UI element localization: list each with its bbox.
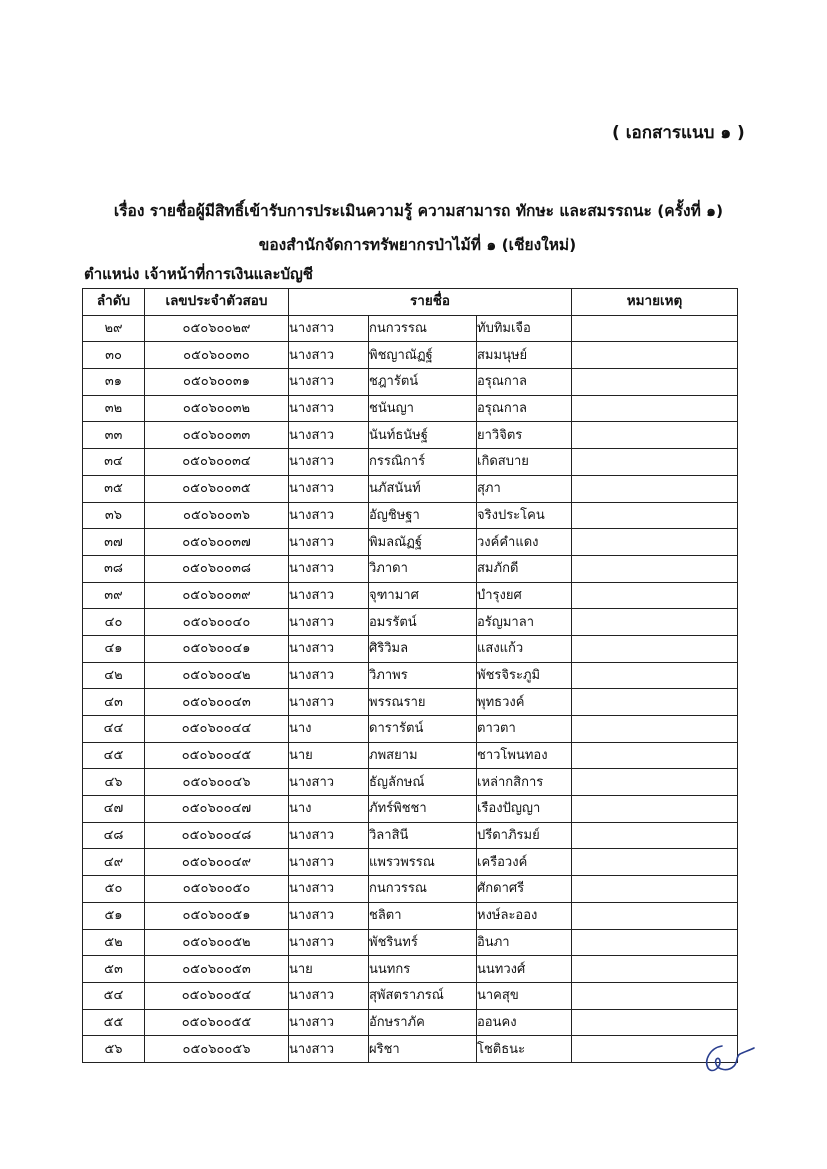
exam-id: ๐๕๐๖๐๐๒๙ (145, 315, 289, 342)
first-name: อมรรัตน์ (369, 609, 477, 636)
row-number: ๕๕ (83, 1009, 145, 1036)
last-name: ตาวตา (477, 716, 572, 743)
exam-id: ๐๕๐๖๐๐๕๑ (145, 902, 289, 929)
name-prefix: นางสาว (289, 502, 369, 529)
exam-id: ๐๕๐๖๐๐๓๙ (145, 582, 289, 609)
first-name: อักษราภัค (369, 1009, 477, 1036)
position-heading: ตำแหน่ง เจ้าหน้าที่การเงินและบัญชี (84, 265, 313, 283)
exam-id: ๐๕๐๖๐๐๔๙ (145, 849, 289, 876)
first-name: นนทกร (369, 956, 477, 983)
document-title: เรื่อง รายชื่อผู้มีสิทธิ์เข้ารับการประเมินความรู้ ความสามารถ ทักษะ และสมรรถนะ (ครั้งที่ ๑) (113, 202, 724, 220)
row-number: ๓๖ (83, 502, 145, 529)
name-prefix: นางสาว (289, 689, 369, 716)
name-prefix: นางสาว (289, 929, 369, 956)
remark (572, 742, 738, 769)
last-name: สมภักดี (477, 555, 572, 582)
row-number: ๓๔ (83, 449, 145, 476)
remark (572, 689, 738, 716)
table-row (83, 982, 738, 1009)
exam-id: ๐๕๐๖๐๐๔๔ (145, 716, 289, 743)
first-name: ชลิตา (369, 902, 477, 929)
last-name: ศักดาศรี (477, 876, 572, 903)
remark (572, 582, 738, 609)
row-number: ๕๓ (83, 956, 145, 983)
name-prefix: นางสาว (289, 1036, 369, 1063)
last-name: อินภา (477, 929, 572, 956)
last-name: แสงแก้ว (477, 635, 572, 662)
row-number: ๓๕ (83, 475, 145, 502)
name-prefix: นางสาว (289, 582, 369, 609)
row-number: ๓๗ (83, 529, 145, 556)
exam-id: ๐๕๐๖๐๐๕๖ (145, 1036, 289, 1063)
row-number: ๓๐ (83, 342, 145, 369)
first-name: ภัทร์พิชชา (369, 796, 477, 823)
remark (572, 555, 738, 582)
first-name: วิภาดา (369, 555, 477, 582)
table-row (83, 1009, 738, 1036)
row-number: ๔๖ (83, 769, 145, 796)
remark (572, 662, 738, 689)
table-row (83, 395, 738, 422)
table-row (83, 475, 738, 502)
exam-id: ๐๕๐๖๐๐๓๖ (145, 502, 289, 529)
table-row (83, 902, 738, 929)
remark (572, 475, 738, 502)
table-body (83, 315, 738, 1062)
remark (572, 315, 738, 342)
last-name: อรุณกาล (477, 395, 572, 422)
table-row (83, 876, 738, 903)
name-prefix: นางสาว (289, 369, 369, 396)
last-name: โชติธนะ (477, 1036, 572, 1063)
attachment-label: ( เอกสารแนบ ๑ ) (612, 123, 745, 143)
exam-id: ๐๕๐๖๐๐๓๓ (145, 422, 289, 449)
row-number: ๒๙ (83, 315, 145, 342)
column-header-code: เลขประจำตัวสอบ (145, 289, 289, 316)
remark (572, 342, 738, 369)
last-name: ทับทิมเจือ (477, 315, 572, 342)
first-name: ชนันญา (369, 395, 477, 422)
name-prefix: นางสาว (289, 849, 369, 876)
first-name: พัชรินทร์ (369, 929, 477, 956)
remark (572, 822, 738, 849)
last-name: เหล่ากสิการ (477, 769, 572, 796)
last-name: ชาวโพนทอง (477, 742, 572, 769)
name-prefix: นางสาว (289, 609, 369, 636)
last-name: เครือวงค์ (477, 849, 572, 876)
table-row (83, 529, 738, 556)
last-name: บำรุงยศ (477, 582, 572, 609)
last-name: ออนคง (477, 1009, 572, 1036)
exam-id: ๐๕๐๖๐๐๓๐ (145, 342, 289, 369)
exam-id: ๐๕๐๖๐๐๔๕ (145, 742, 289, 769)
remark (572, 769, 738, 796)
remark (572, 422, 738, 449)
exam-id: ๐๕๐๖๐๐๓๗ (145, 529, 289, 556)
table-row (83, 582, 738, 609)
name-prefix: นางสาว (289, 769, 369, 796)
first-name: ชฎารัตน์ (369, 369, 477, 396)
table-row (83, 689, 738, 716)
name-prefix: นางสาว (289, 315, 369, 342)
last-name: หงษ์ละออง (477, 902, 572, 929)
table-row (83, 662, 738, 689)
exam-id: ๐๕๐๖๐๐๕๕ (145, 1009, 289, 1036)
column-header-remark: หมายเหตุ (572, 289, 738, 316)
exam-id: ๐๕๐๖๐๐๓๑ (145, 369, 289, 396)
row-number: ๔๐ (83, 609, 145, 636)
candidate-table (82, 288, 738, 1063)
table-row (83, 342, 738, 369)
remark (572, 369, 738, 396)
last-name: ปรีดาภิรมย์ (477, 822, 572, 849)
first-name: วิลาสินี (369, 822, 477, 849)
first-name: สุพัสตราภรณ์ (369, 982, 477, 1009)
row-number: ๓๘ (83, 555, 145, 582)
exam-id: ๐๕๐๖๐๐๓๕ (145, 475, 289, 502)
last-name: นาคสุข (477, 982, 572, 1009)
name-prefix: นางสาว (289, 342, 369, 369)
remark (572, 716, 738, 743)
remark (572, 529, 738, 556)
row-number: ๔๒ (83, 662, 145, 689)
signature-initials-icon (700, 1038, 756, 1078)
table-row (83, 449, 738, 476)
last-name: พัชรจิระภูมิ (477, 662, 572, 689)
row-number: ๕๑ (83, 902, 145, 929)
exam-id: ๐๕๐๖๐๐๓๒ (145, 395, 289, 422)
row-number: ๔๕ (83, 742, 145, 769)
remark (572, 609, 738, 636)
exam-id: ๐๕๐๖๐๐๕๔ (145, 982, 289, 1009)
table-row (83, 555, 738, 582)
row-number: ๓๓ (83, 422, 145, 449)
first-name: ธัญลักษณ์ (369, 769, 477, 796)
name-prefix: นางสาว (289, 555, 369, 582)
last-name: อรัญมาลา (477, 609, 572, 636)
table-row (83, 929, 738, 956)
remark (572, 849, 738, 876)
first-name: กนกวรรณ (369, 876, 477, 903)
first-name: วิภาพร (369, 662, 477, 689)
first-name: แพรวพรรณ (369, 849, 477, 876)
last-name: เรืองปัญญา (477, 796, 572, 823)
first-name: อัญชิษฐา (369, 502, 477, 529)
first-name: กนกวรรณ (369, 315, 477, 342)
row-number: ๔๗ (83, 796, 145, 823)
table-header-row (83, 289, 738, 316)
name-prefix: นาย (289, 742, 369, 769)
row-number: ๔๓ (83, 689, 145, 716)
row-number: ๓๒ (83, 395, 145, 422)
row-number: ๕๖ (83, 1036, 145, 1063)
table-row (83, 422, 738, 449)
table-row (83, 796, 738, 823)
first-name: ผริชา (369, 1036, 477, 1063)
table-row (83, 502, 738, 529)
table-row (83, 822, 738, 849)
table-row (83, 315, 738, 342)
remark (572, 395, 738, 422)
first-name: นภัสนันท์ (369, 475, 477, 502)
name-prefix: นางสาว (289, 449, 369, 476)
remark (572, 982, 738, 1009)
name-prefix: นางสาว (289, 822, 369, 849)
row-number: ๓๙ (83, 582, 145, 609)
name-prefix: นางสาว (289, 635, 369, 662)
remark (572, 929, 738, 956)
row-number: ๔๑ (83, 635, 145, 662)
first-name: ศิริวิมล (369, 635, 477, 662)
table-row (83, 716, 738, 743)
first-name: พิชญาณัฏฐ์ (369, 342, 477, 369)
first-name: กรรณิการ์ (369, 449, 477, 476)
last-name: วงค์คำแดง (477, 529, 572, 556)
exam-id: ๐๕๐๖๐๐๔๓ (145, 689, 289, 716)
remark (572, 956, 738, 983)
table-row (83, 609, 738, 636)
exam-id: ๐๕๐๖๐๐๔๑ (145, 635, 289, 662)
name-prefix: นาย (289, 956, 369, 983)
remark (572, 502, 738, 529)
row-number: ๕๐ (83, 876, 145, 903)
table-row (83, 1036, 738, 1063)
table-row (83, 849, 738, 876)
table-row (83, 956, 738, 983)
name-prefix: นางสาว (289, 876, 369, 903)
exam-id: ๐๕๐๖๐๐๔๗ (145, 796, 289, 823)
row-number: ๕๒ (83, 929, 145, 956)
remark (572, 902, 738, 929)
document-subtitle: ของสำนักจัดการทรัพยากรป่าไม้ที่ ๑ (เชียงใหม่) (258, 236, 577, 254)
row-number: ๕๔ (83, 982, 145, 1009)
name-prefix: นางสาว (289, 475, 369, 502)
last-name: สมมนุษย์ (477, 342, 572, 369)
exam-id: ๐๕๐๖๐๐๓๘ (145, 555, 289, 582)
exam-id: ๐๕๐๖๐๐๓๔ (145, 449, 289, 476)
name-prefix: นางสาว (289, 662, 369, 689)
first-name: นันท์ธนัษฐ์ (369, 422, 477, 449)
column-header-no: ลำดับ (83, 289, 145, 316)
exam-id: ๐๕๐๖๐๐๔๒ (145, 662, 289, 689)
name-prefix: นางสาว (289, 395, 369, 422)
name-prefix: นาง (289, 796, 369, 823)
exam-id: ๐๕๐๖๐๐๕๓ (145, 956, 289, 983)
name-prefix: นางสาว (289, 422, 369, 449)
row-number: ๔๙ (83, 849, 145, 876)
remark (572, 1009, 738, 1036)
last-name: พุทธวงค์ (477, 689, 572, 716)
table-row (83, 742, 738, 769)
remark (572, 635, 738, 662)
last-name: ยาวิจิตร (477, 422, 572, 449)
last-name: เกิดสบาย (477, 449, 572, 476)
row-number: ๔๔ (83, 716, 145, 743)
first-name: ภพสยาม (369, 742, 477, 769)
column-header-name: รายชื่อ (289, 289, 572, 316)
exam-id: ๐๕๐๖๐๐๔๘ (145, 822, 289, 849)
table-row (83, 635, 738, 662)
remark (572, 449, 738, 476)
last-name: นนทวงศ์ (477, 956, 572, 983)
last-name: อรุณกาล (477, 369, 572, 396)
table-row (83, 369, 738, 396)
table-row (83, 769, 738, 796)
first-name: ดารารัตน์ (369, 716, 477, 743)
remark (572, 876, 738, 903)
exam-id: ๐๕๐๖๐๐๕๐ (145, 876, 289, 903)
exam-id: ๐๕๐๖๐๐๕๒ (145, 929, 289, 956)
exam-id: ๐๕๐๖๐๐๔๖ (145, 769, 289, 796)
name-prefix: นางสาว (289, 982, 369, 1009)
first-name: พิมลณัฏฐ์ (369, 529, 477, 556)
name-prefix: นางสาว (289, 902, 369, 929)
name-prefix: นางสาว (289, 1009, 369, 1036)
remark (572, 796, 738, 823)
last-name: สุภา (477, 475, 572, 502)
row-number: ๓๑ (83, 369, 145, 396)
name-prefix: นางสาว (289, 529, 369, 556)
exam-id: ๐๕๐๖๐๐๔๐ (145, 609, 289, 636)
last-name: จริงประโคน (477, 502, 572, 529)
first-name: จุฑามาศ (369, 582, 477, 609)
row-number: ๔๘ (83, 822, 145, 849)
first-name: พรรณราย (369, 689, 477, 716)
name-prefix: นาง (289, 716, 369, 743)
